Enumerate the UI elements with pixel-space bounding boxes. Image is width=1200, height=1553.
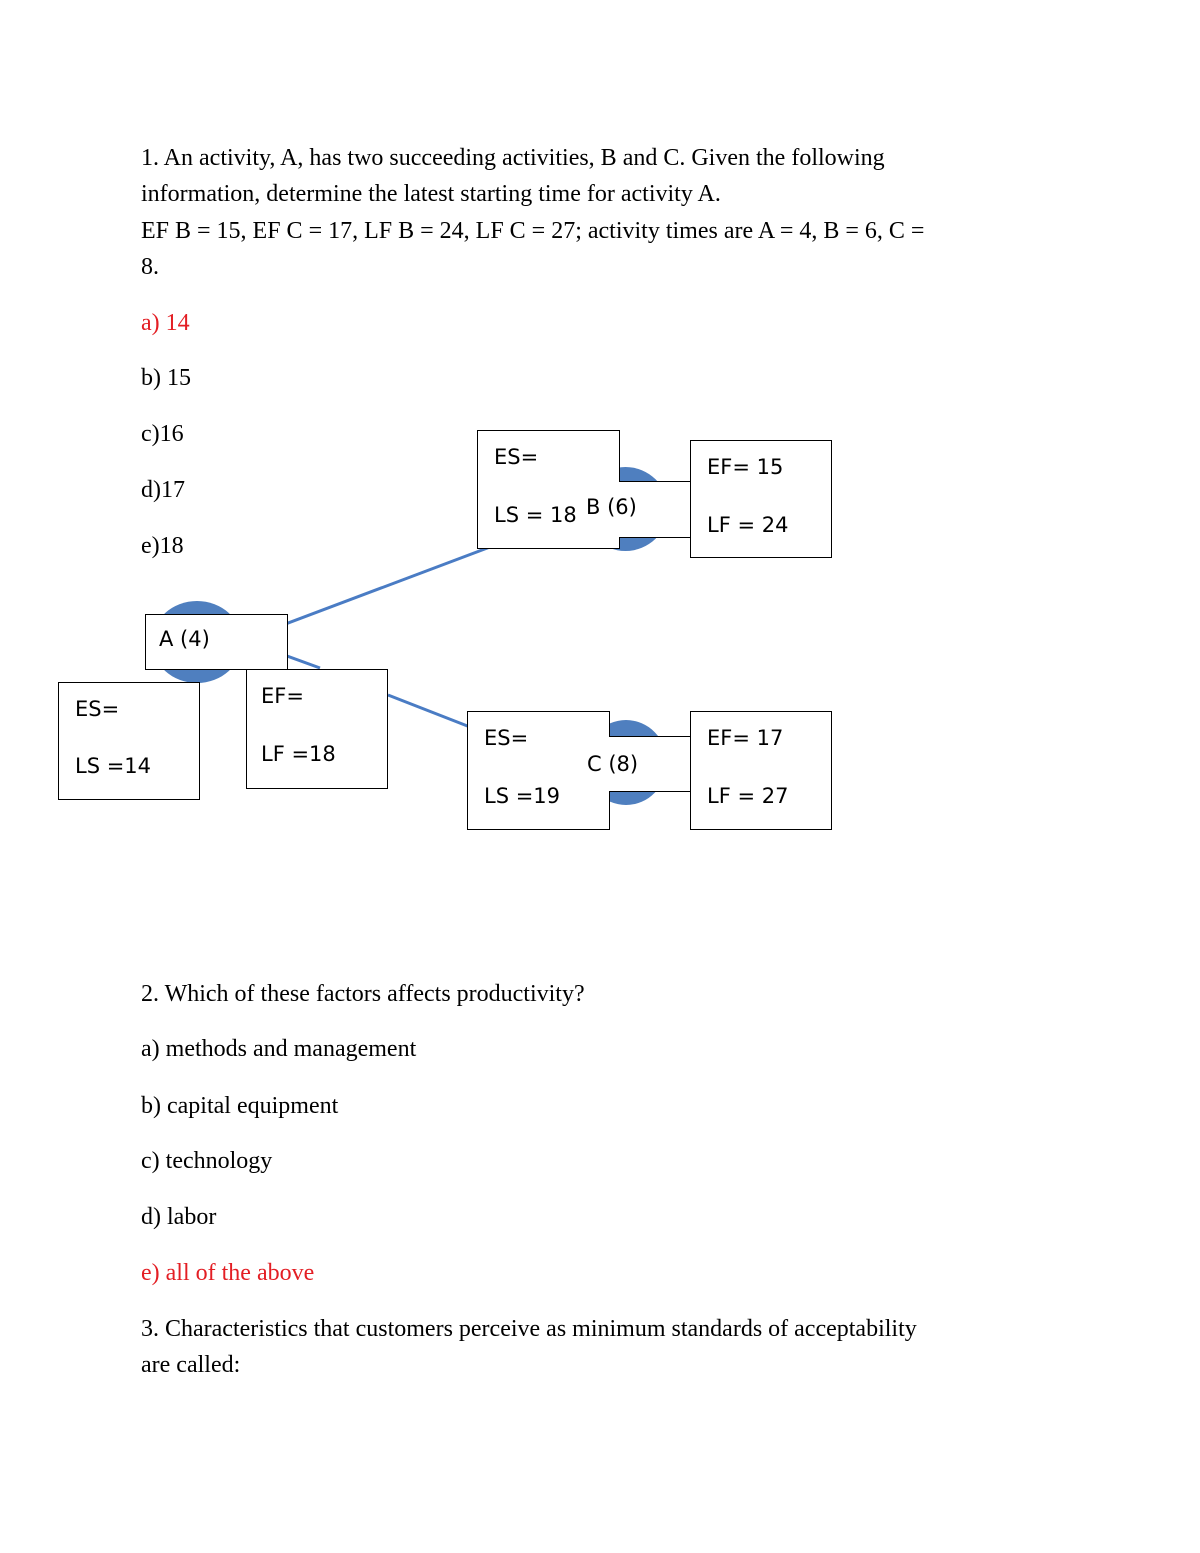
node-b-es: ES=	[494, 445, 539, 469]
q2-option-e: e) all of the above	[141, 1260, 315, 1286]
q2-option-d: d) labor	[141, 1204, 217, 1230]
q2-option-a: a) methods and management	[141, 1036, 417, 1062]
node-b-label: B (6)	[586, 495, 637, 519]
node-c-lf: LF = 27	[707, 784, 789, 808]
q2-text: 2. Which of these factors affects productivity?	[141, 981, 585, 1007]
q1-option-e: e)18	[141, 533, 184, 559]
node-a-start-box	[58, 682, 200, 800]
node-b-finish-box	[690, 440, 832, 558]
node-c-label: C (8)	[587, 752, 639, 776]
q1-text-line-3: EF B = 15, EF C = 17, LF B = 24, LF C = 27; activity times are A = 4, B = 6, C =	[141, 218, 925, 244]
arrow-a-to-c-end	[388, 695, 470, 727]
node-b-ef: EF= 15	[707, 455, 784, 479]
node-c-finish-box	[690, 711, 832, 830]
node-b-start-box	[477, 430, 620, 549]
node-b-ls: LS = 18	[494, 503, 577, 527]
q1-text-line-1: 1. An activity, A, has two succeeding activities, B and C. Given the following	[141, 145, 885, 171]
node-a-ef: EF=	[261, 684, 304, 708]
q1-text-line-4: 8.	[141, 254, 159, 280]
node-a-label: A (4)	[159, 627, 210, 651]
q1-option-b: b) 15	[141, 365, 191, 391]
node-c-ef: EF= 17	[707, 726, 784, 750]
node-a-ls: LS =14	[75, 754, 152, 778]
q1-option-d: d)17	[141, 477, 185, 503]
q3-text-line-1: 3. Characteristics that customers perceive as minimum standards of acceptability	[141, 1316, 917, 1342]
q2-option-c: c) technology	[141, 1148, 273, 1174]
q2-option-b: b) capital equipment	[141, 1093, 339, 1119]
q1-option-c: c)16	[141, 421, 184, 447]
node-a-finish-box	[246, 669, 388, 789]
q1-text-line-2: information, determine the latest starting time for activity A.	[141, 181, 721, 207]
node-a-label-box	[145, 614, 288, 670]
node-a-es: ES=	[75, 697, 120, 721]
node-a-lf: LF =18	[261, 742, 336, 766]
q1-option-a: a) 14	[141, 310, 190, 336]
node-b-lf: LF = 24	[707, 513, 789, 537]
node-c-es: ES=	[484, 726, 529, 750]
q3-text-line-2: are called:	[141, 1352, 241, 1378]
node-c-ls: LS =19	[484, 784, 561, 808]
